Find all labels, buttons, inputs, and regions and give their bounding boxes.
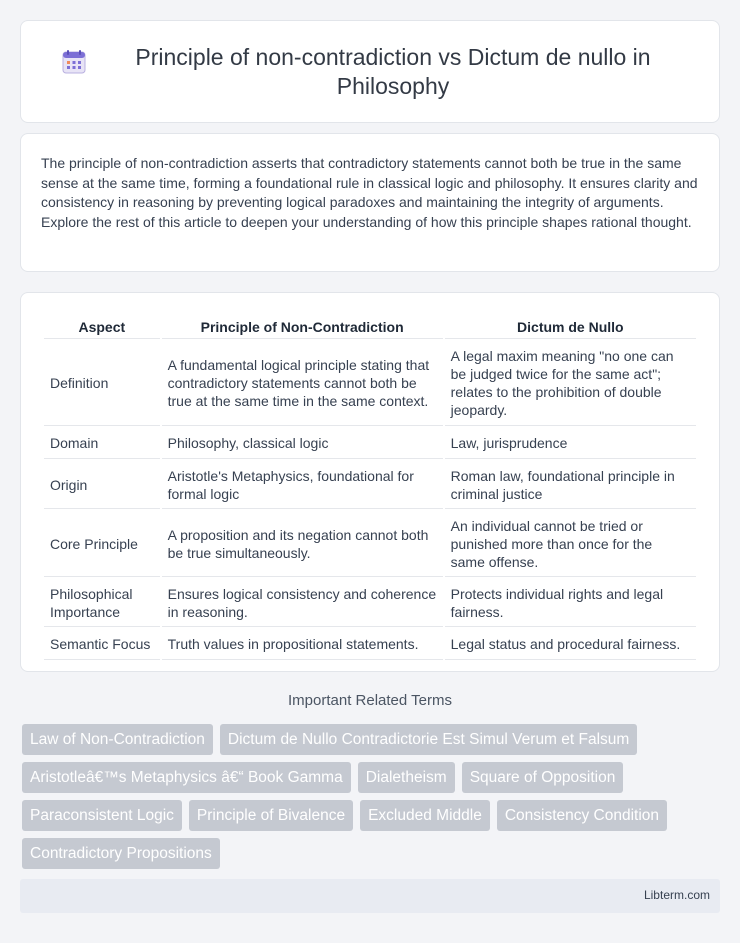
table-row bbox=[44, 461, 696, 509]
row-aspect: Core Principle bbox=[44, 511, 160, 577]
row-dictum-de-nullo: A legal maxim meaning "no one can be judged twice for the same act"; relates to the prohibition of double jeopardy. bbox=[445, 341, 696, 426]
row-non-contradiction: Ensures logical consistency and coherence in reasoning. bbox=[162, 579, 443, 627]
related-term-tag[interactable]: Principle of Bivalence bbox=[189, 800, 353, 831]
related-term-tag[interactable]: Paraconsistent Logic bbox=[22, 800, 182, 831]
related-term-tag[interactable]: Aristotleâ€™s Metaphysics â€“ Book Gamma bbox=[22, 762, 351, 793]
page-title: Principle of non-contradiction vs Dictum de nullo in Philosophy bbox=[135, 43, 651, 99]
header-non-contradiction: Principle of Non-Contradiction bbox=[162, 315, 443, 339]
related-terms-title: Important Related Terms bbox=[288, 692, 452, 709]
row-non-contradiction: Truth values in propositional statements. bbox=[162, 629, 443, 660]
row-dictum-de-nullo: Law, jurisprudence bbox=[445, 428, 696, 459]
related-term-tag[interactable]: Dialetheism bbox=[358, 762, 455, 793]
table-row bbox=[44, 428, 696, 459]
header bbox=[21, 43, 719, 101]
intro-card bbox=[20, 133, 720, 272]
row-dictum-de-nullo: Roman law, foundational principle in criminal justice bbox=[445, 461, 696, 509]
row-aspect: Origin bbox=[44, 461, 160, 509]
row-aspect: Definition bbox=[44, 341, 160, 426]
related-term-tag[interactable]: Excluded Middle bbox=[360, 800, 490, 831]
row-aspect: Domain bbox=[44, 428, 160, 459]
table-row bbox=[44, 511, 696, 577]
intro-paragraph: The principle of non-contradiction asserts that contradictory statements cannot both be true in the same sense at the same time, forming a foundational rule in classical logic and philosophy. It ensures clarity and consistency in reasoning by preventing logical paradoxes and maintaining the integrity of arguments. Explore the rest of this article to deepen your understanding of how this principle shapes rational thought. bbox=[41, 155, 698, 230]
header-dictum-de-nullo: Dictum de Nullo bbox=[445, 315, 696, 339]
related-terms-list bbox=[22, 724, 722, 876]
related-term-tag[interactable]: Consistency Condition bbox=[497, 800, 667, 831]
footer-site-link[interactable]: Libterm.com bbox=[643, 888, 710, 902]
related-term-tag[interactable]: Square of Opposition bbox=[462, 762, 624, 793]
table-row bbox=[44, 341, 696, 426]
footer bbox=[20, 879, 720, 913]
header-aspect: Aspect bbox=[44, 315, 160, 339]
header-card bbox=[20, 20, 720, 123]
table-row bbox=[44, 579, 696, 627]
related-term-tag[interactable]: Contradictory Propositions bbox=[22, 838, 220, 869]
row-dictum-de-nullo: Legal status and procedural fairness. bbox=[445, 629, 696, 660]
table-row bbox=[44, 629, 696, 660]
row-aspect: Semantic Focus bbox=[44, 629, 160, 660]
row-non-contradiction: A fundamental logical principle stating that contradictory statements cannot both be true at the same time in the same context. bbox=[162, 341, 443, 426]
comparison-table-card bbox=[20, 292, 720, 672]
row-non-contradiction: Philosophy, classical logic bbox=[162, 428, 443, 459]
row-non-contradiction: Aristotle's Metaphysics, foundational for formal logic bbox=[162, 461, 443, 509]
comparison-table bbox=[42, 313, 698, 662]
row-aspect: Philosophical Importance bbox=[44, 579, 160, 627]
table-header-row bbox=[44, 315, 696, 339]
related-term-tag[interactable]: Dictum de Nullo Contradictorie Est Simul Verum et Falsum bbox=[220, 724, 637, 755]
related-term-tag[interactable]: Law of Non-Contradiction bbox=[22, 724, 213, 755]
row-dictum-de-nullo: An individual cannot be tried or punished more than once for the same offense. bbox=[445, 511, 696, 577]
row-non-contradiction: A proposition and its negation cannot both be true simultaneously. bbox=[162, 511, 443, 577]
calendar-icon bbox=[61, 49, 87, 75]
row-dictum-de-nullo: Protects individual rights and legal fairness. bbox=[445, 579, 696, 627]
